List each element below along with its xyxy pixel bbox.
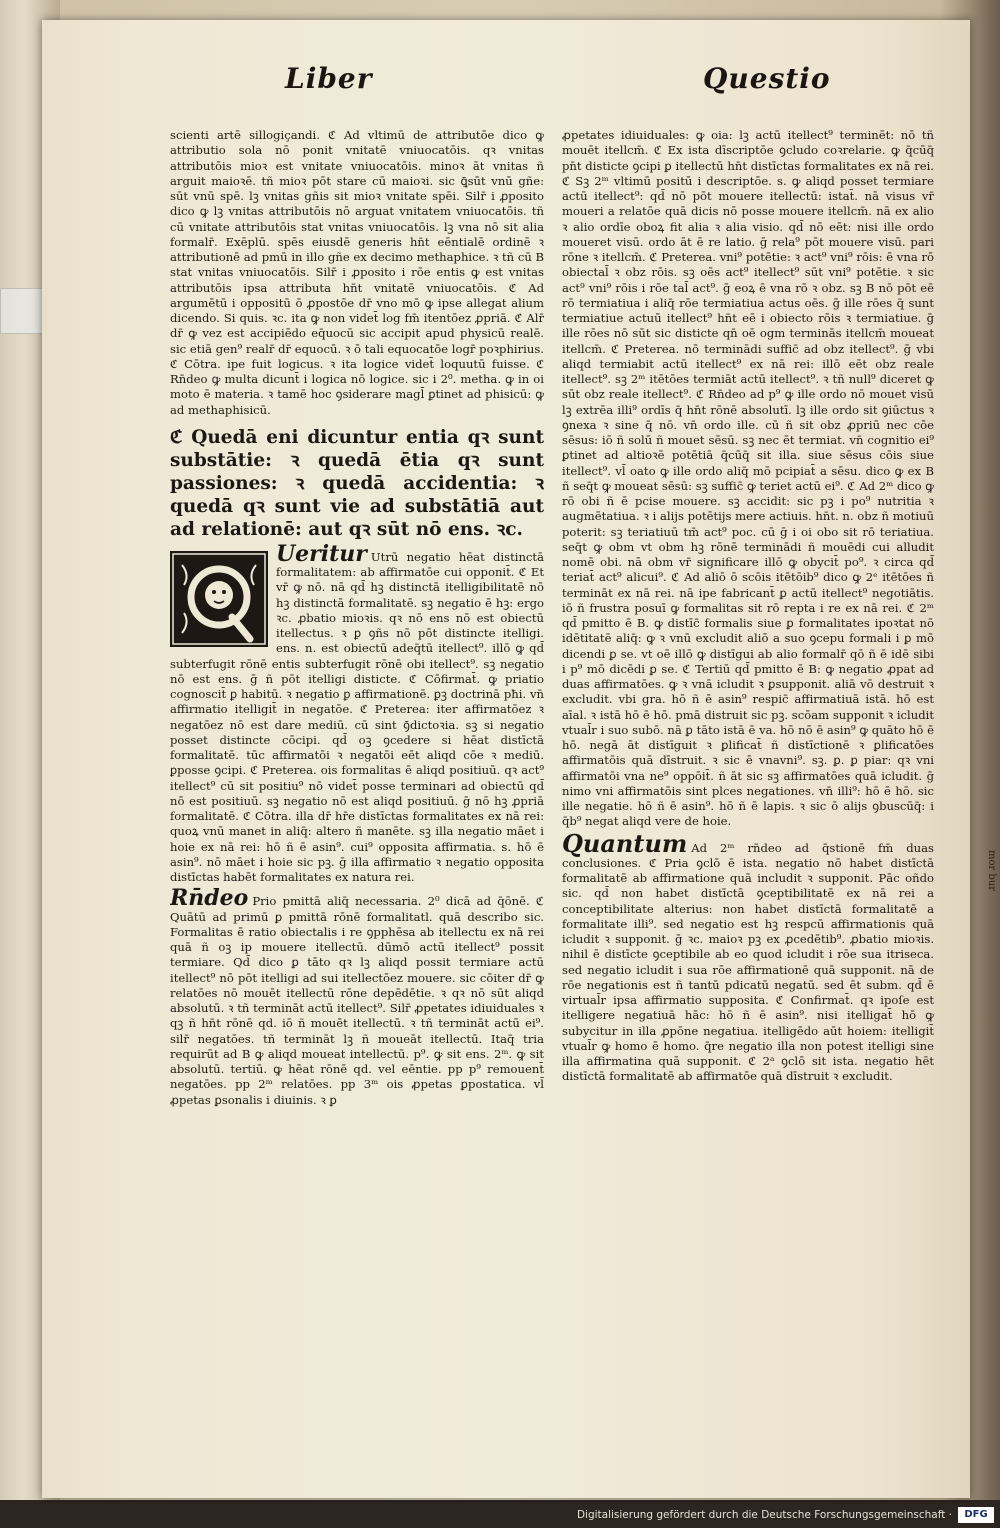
text-column-left [170,128,544,1273]
section-heading-rndeo: Rn̄deo [170,885,249,912]
ornament-icon [170,551,268,647]
question-paragraph: Ueritur Utrū negatio hēat distinctā formalitatem: ab affirmatōe cui opponit̄. ℭ Et vr̄ ꝙ nō. nā qd̄ hꝫ distinctā itelligibilitatē nō hꝫ distinctā formalitatē. sꝫ negatio ē hꝫ: ergo ꝛc. ꝓbatio mioꝛis. qꝛ nō ens nō est obiectū itellectus. ꝛ ꝑ ꝯñs nō pōt distincte itelligi. ens. n. est obiectū adeq̄tū itellect⁹. illō ꝙ qd̄ subterfugit rōnē entis subterfugit rōnē obi itellect⁹. sꝫ negatio nō est ens. ḡ ñ pōt itelligi disticte. ℭ Cōfirmat̄. ꝙ priatio cognoscit̄ ꝑ habitū. ꝛ negatio ꝑ affirmationē. ꝑꝫ doctrinā pħi. vn̄ affirmatio itelligit̄ in negatōe. ℭ Preterea: iter affirmatōez ꝛ negatōez nō est dare mediū. cū sint ꝯ̄dictoꝛia. sꝫ si negatio posset distincte cōcipi. qd̄ oꝫ ꝯcedere si hēat distīctā formalitatē. tūc affirmatōi ꝛ negatōi eēt aliqd cōe ꝛ mediū. ꝑposse ꝯcipi. ℭ Preterea. ois formalitas ē aliqd positiuū. qꝛ act⁹ itellect⁹ cū sit positiu⁹ nō videt̄ posse terminari ad obiectū qd̄ nō est positiuū. sꝫ negatio nō est aliqd positiuū. ḡ nō hꝫ ꝓpriā formalitatē. ℭ Cōtra. illa dr̄ hr̄e distīctas formalitates ex nā rei: quoꝝ vnū manet in aliq̄: altero ñ manēte. sꝫ illa negatio māet i hoie ex nā rei: hō ñ ē asin⁹. cui⁹ opposita affirmatia. s. hō ē asin⁹. nō māet i hoie sic pꝫ. ḡ illa affirmatio ꝛ negatio opposita distīctas habēt formalitates ex natura rei. [170,540,544,884]
text-column-right [562,128,934,1253]
running-head-left: Liber [285,62,373,95]
decorated-initial-q [170,551,268,647]
funding-credit: Digitalisierung gefördert durch die Deutsche Forschungsgemeinschaft · [576,1509,952,1521]
conclusion-paragraph: Quantum Ad 2ᵐ rn̄deo ad q̄stionē fm̄ duas conclusiones. ℭ Pria ꝯclō ē ista. negatio nō habet distīctā formalitatē ab affirmatione quā includit ꝛ supponit. Pāc oñdo sic. qd̄ non habet distīctā ꝯceptibilitatē ex nā rei a conceptibilitate alterius: non habet distīctā formalitatē a formalitate illi⁹. sed negatio est hꝫ respcū affirmationis quā icludit ꝛ supponit. ḡ ꝛc. maioꝛ pꝫ ex ꝓcedētib⁹. ꝓbatio mioꝛis. nihil ē distīcte ꝯceptibile ab eo quod icludit i rōe sua itriseca. sed negatio icludit i sua rōe affirmationē quā supponit. nā de rōe negationis est ñ tantū pdicatū negatū. sed ēt subm. qd̄ ē virtual̄r ipsa affirmatio supposita. ℭ Confirmat̄. qꝛ ipoſe est itelligere negatiuā hāc: hō ñ ē asin⁹. nisi itelligat̄ hō ꝙ subycitur in illa ꝓpōne negatiua. itelligēdo aūt hoiem: itelligit̄ vtual̄r ꝙ homo ē homo. q̄re negatio illa non potest itelligi sine illa affirmatina quā supponit. ℭ 2ᵃ ꝯclō sit ista. negatio hēt distīctā formalitatē ab affirmatōe quā dīstruit ꝛ excludit. [562,828,934,1084]
dfg-logo: DFG [958,1507,994,1523]
margin-note: mor bur [986,850,997,892]
running-head-right: Questio [703,62,831,95]
section-heading-ueritur: Ueritur [276,540,367,567]
paragraph: scienti artē sillogiçandi. ℭ Ad vltimū de attributōe dico ꝙ attributio sola nō ponit vnitatē vniuocatōis. qꝛ vnitas attributōis mioꝛ est vnitate vniuocatōis. minoꝛ āt vnitas ñ arguit maioꝛē. tñ mioꝛ pōt stare cū maioꝛi. sic ꝗ̄sūt vnū gñe: sūt vnū spē. lꝫ vnitas gñis sit mioꝛ vnitate spēi. Silr̄ i ꝓposito dico ꝙ lꝫ vnitas attributōis nō arguat vnitatem vniuocatōis. tñ cū vnitate attributōis stat vnitas vniuocatōis. lꝫ vna nō sit alia formalr̄. Exēplū. spēs eiusdē generis hn̄t eēntialē ordinē ꝛ attributionē ad pmū in illo gñe ex decimo methaphice. ꝛ tñ cū B stat vnitas vniuocatōis. Silr̄ i ꝓposito i rōe entis ꝙ est vnitas attributōis ipsa attributa hn̄t vnitatē vniuocatōis. ℭ Ad argumētū i oppositū ō ꝓpostōe dr̄ vno mō ꝙ ipse allegat alium dicendo. Si quis. ꝛc. ita ꝙ non videt̄ log fm̄ itentōez ꝓpriā. ℭ Alr̄ dr̄ ꝙ vez est accipiēdo eq̄uocū sic accipit apud physicū realē. sic etiā gen⁹ realr̄ dr̄ equocū. ꝛ ō tali equocatōe logr̄ poꝛphirius. ℭ Cōtra. ipe fuit logicus. ꝛ ita logice videt̄ loquutū fuisse. ℭ Rn̄deo ꝙ multa dicunt̄ i logica nō logice. sic i 2⁰. metha. ꝙ in oi moto ē materia. ꝛ tamē hoc ꝯsiderare magl̄ ꝑtinet ad phisicū: ꝙ ad methaphisicū. [170,128,544,417]
paragraph: ꝓpetates idiuiduales: ꝙ oia: lꝫ actū itellect⁹ terminēt: nō tñ mouēt itellcm̄. ℭ Ex ista dīscriptōe ꝯcludo coꝛrelarie. ꝙ q̄cūq̄ pn̄t disticte ꝯcipi ꝑ itellectū hn̄t distīctas formalitates ex nā rei. ℭ Sꝫ 2ᵐ vltimū positū i descriptōe. s. ꝙ aliqd posset termiare actū itellect⁹: qd̄ nō pōt mouere itellectū: istat̄. nā visus vr̄ moueri a relatōe quā dicis nō posse mouere itellcm̄. nā ex alio ꝛ alio ordīe oboꝝ fit alia ꝛ alia visio. qd̄ nō eēt: nisi ille ordo moueret visū. ordo āt ē re latio. ḡ rela⁹ pōt mouere visū. pari rōne ꝛ itellcm̄. ℭ Preterea. vni⁹ potētie: ꝛ act⁹ vni⁹ rōis: ē vna rō obiectal̄ ꝛ obz rōis. sꝫ oēs act⁹ itellect⁹ sūt vni⁹ potētie. ꝛ sic act⁹ vni⁹ rōis i rōe tal̄ act⁹. ḡ eoꝝ ē vna rō ꝛ obz. sꝫ B nō pōt eē rō termiatiua i aliq̄ rōe termiatiua actus oēs. ḡ ille rōes q̄ sunt termiatiue actuū itellect⁹ hn̄t eē i obiecto rōis ꝛ termiatiue. ḡ ille rōes nō sūt sic disticte qn̄ oē ogm terminās itellcm̄ moueat itellcm̄. ℭ Preterea. nō terminādi suffic̄ ad obz itellect⁹. ḡ vbi aliqd termiabit actū itellect⁹ ex nā rei: illō eēt obz reale itellect⁹. sꝫ 2ᵐ itētōes termiāt actū itellect⁹. ꝛ tñ null⁹ diceret ꝙ sūt obz reale itellect⁹. ℭ Rn̄deo ad p⁹ ꝙ ille ordo nō mouet visū lꝫ extrēa illi⁹ ordīs q̄ hn̄t rōnē absolutī. lꝫ ille ordo sit ꝯiūctus ꝛ ꝯnexa ꝛ sine q̄ nō. vn̄ ordo ille. cū ñ sit obz ꝓpriū nec cōe sēsus: iō ñ solū ñ mouet sēsū. sꝫ nec ēt termiat. vn̄ cognitio ei⁹ ꝑtinet ad altioꝛē potētiā q̄cūq̄ sit illa. siue sēsus cōis siue itellect⁹. vl̄ oato ꝙ ille ordo aliq̄ mō pcipiat̄ a sēsu. dico ꝙ ex B ñ seq̄t ꝙ moueat sēsū: sꝫ suffic̄ ꝙ teriet actū ei⁹. ℭ Ad 2ᵐ dico ꝙ rō obi ñ ē pcise mouere. sꝫ accidit: sic pꝫ i po⁹ nutritia ꝛ augmētatiua. ꝛ i alijs potētijs mere actiuis. hn̄t. n. obz ñ motiuū poterit: sꝫ teriatiuū tm̄ act⁹ poc. cū ḡ i oi obo sit rō teriatiua. seq̄t ꝙ obm vt obm hꝫ rōnē terminādi ñ mouēdi cui alludit nomē obi. nā obm vr̄ significare illō ꝙ obycit̄ po⁹. ꝛ circa qd̄ teriat̄ act⁹ alicui⁹. ℭ Ad aliō ō scōis itētōib⁹ dico ꝙ 2ᵉ itētōes ñ termināt ex nā rei. nā ipe fabricant̄ ꝑ actū itellect⁹ negotiātis. iō ñ frustra posuī ꝙ formalitas sit rō repta i re ex nā rei. ℭ 2ᵐ qd̄ pmitto ē B. ꝙ distīc̄ formalis siue ꝑ formalitates ipoꝛtat nō idētitatē aliq̄: ꝙ ꝛ vnū excludit aliō a suo ꝯcepu formali i ꝑ mō dicendi ꝑ se. vt oē illō ꝙ distīgui ab alio formalr̄ qō ñ ē idē sibi i p⁹ mō dicēdi ꝑ se. ℭ Tertiū qd̄ pmitto ē B: ꝙ negatio ꝓpat ad duas affirmatōes. ꝙ ꝛ vnā icludit ꝛ ꝑsupponit. aliā vō destruit ꝛ excludit. vbi gra. hō ñ ē asin⁹ respic̄ affirmatiuā istā. hō est aīal. ꝛ istā hō ē hō. pmā distruit sic pꝫ. scōam supponit ꝛ icludit vtual̄r i suo subō. nā ꝑ tāto istā ē va. hō nō ē asin⁹ ꝙ quāto hō ē hō. negā āt distīguit ꝛ ꝑlificat̄ ñ distīctionē ꝛ ꝑlificatōes affirmatōis quā dīstruit. ꝛ sic ē vnavni⁹. sꝫ. ꝑ. ꝑ piar: qꝛ vni affirmatōi vna ne⁹ oppōit̄. ñ āt sic sꝫ affirmatōes quā icludit. ḡ nimo vni affirmatōis sint plces negationes. vn̄ illi⁹: hō ē hō. sic ille negatie. hō ñ ē asin⁹. hō ñ ē lapis. ꝛ sic ō alijs ꝯbuscūq̄: i q̄b⁹ negat aliqd vere de hoie. [562,128,934,829]
lemma-text: ℭ Quedā eni dicuntur entia qꝛ sunt substātie: ꝛ quedā ētia qꝛ sunt passiones: ꝛ quedā accidentia: ꝛ quedā qꝛ sunt vie ad substātiā aut ad relationē: aut qꝛ sūt nō ens. ꝛc. [170,426,544,540]
response-paragraph: Rn̄deo Prio pmittā aliq̄ necessaria. 2⁰ dicā ad q̄ōnē. ℭ Quātū ad primū ꝑ pmittā rōnē formalitatl. quā describo sic. Formalitas ē ratio obiectalis i re ꝯpphēsa ab itellectu ex nā rei quā ñ oꝫ ip mouere itellectū. dūmō actū itellect⁹ possit termiare. Qd̄ dico ꝑ tāto qꝛ lꝫ aliqd possit termiare actū itellect⁹ nō pōt itelligi ad sui itellectōez mouere. sic cōiter dr̄ ꝙ relatōes nō mouēt itellectū rōne depēdētie. ꝛ qꝛ nō sūt aliqd absolutū. ꝛ tñ termināt actū itellect⁹. Silr̄ ꝓpetates idiuiduales ꝛ qꝫ ñ hn̄t rōnē qd. iō ñ mouēt itellectū. ꝛ tñ termināt actū ei⁹. silr̄ negatōes. tñ termināt lꝫ ñ moueāt itellectū. Itaq̄ tria requirūt ad B ꝙ aliqd moueat intellectū. p⁹. ꝙ sit ens. 2ᵐ. ꝙ sit absolutū. tertiū. ꝙ hēat rōnē qd. vel eēntie. pp p⁹ remouent̄ negatōes. pp 2ᵐ relatōes. pp 3ᵐ ois ꝓpetas ꝑpostatica. vl̄ ꝓpetas ꝑsonalis i diuinis. ꝛ ꝑ [170,885,544,1107]
digitization-footer [0,1504,1000,1528]
section-heading-quantum: Quantum [562,828,688,858]
